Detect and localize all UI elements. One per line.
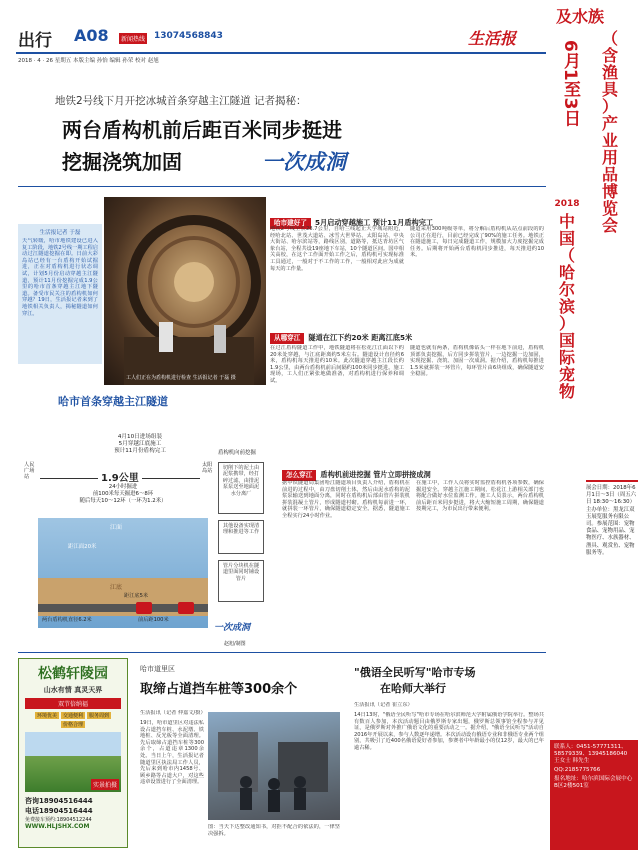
left-station: 人民广场站 <box>24 462 35 480</box>
distance-label: 1.9公里 <box>98 469 142 484</box>
expo-char: 宠 <box>558 365 575 384</box>
expo-title-a <box>550 8 610 26</box>
section3-tag: 怎么穿江 <box>282 470 316 481</box>
expo-year: 2018 <box>554 199 580 209</box>
expo-char: ） <box>558 314 575 333</box>
river-label: 江面 <box>110 524 123 531</box>
diagram-title: 哈市首条穿越主江隧道 <box>58 395 168 408</box>
hotline-number: 13074568843 <box>154 31 223 41</box>
s4-district: 哈市道里区 <box>140 665 175 673</box>
hotline-label: 新闻热线 <box>119 33 147 44</box>
intro-text: 天气转暖，哈市地铁建设已进入复工阶段，地铁2号线一期工程启动过江隧道挖掘在即。日前大彩岛站已经有一台盾构开始试掘进，正在对盾构机进行状态调试，计划5月份启动穿越主江隧道，预计11月份挖掘完成1.9公里的哈市首条穿越主江地下隧道。备受市民关注的盾构机如何穿越？19日，生活报记者来到了地铁相关负责人，揭秘隧道如何穿江。 <box>22 238 98 317</box>
section2-col1: 在过江盾构隧道工作中，地铁隧道将在松花江江面以下约20米处穿越，与江底距离约5米左右。隧道设计直径约6米，盾构机每天推进约10米。此次隧道穿越主江段长约1.9公里，由两台盾构机前后间隔约100米同步挺进。施工现场，工人们正紧张地做准备，对盾构机进行保养和调试。 <box>270 345 404 384</box>
expo-char: 国 <box>558 331 575 350</box>
riverbed-label: 江底 <box>110 584 123 591</box>
shield-machine-2 <box>178 602 194 614</box>
expo-address: 报名地址：哈尔滨国际会展中心B区2楼501室 <box>554 776 633 789</box>
s5-title-line2: 在哈师大举行 <box>380 682 446 695</box>
expo-char: 品 <box>601 165 618 184</box>
timeline-step: 4月10日进场组装 <box>117 434 163 440</box>
expo-char: （ <box>601 29 618 48</box>
ad-banner: 双节倍纳福 <box>25 698 121 709</box>
ad-feature: 交通便利 <box>62 713 83 719</box>
diagram-credit: 赵旭/制图 <box>224 641 246 647</box>
lead-title-line1: 两台盾构机前后距百米同步挺进 <box>62 118 342 142</box>
ad-name: 松鹤轩陵园 <box>38 666 108 682</box>
expo-char: 含 <box>601 46 618 65</box>
section-divider <box>18 652 546 653</box>
expo-char: 会 <box>601 216 618 235</box>
expo-char: 尔 <box>558 280 575 299</box>
expo-contact: 联系人：0451-57771311、58579339、13945186040 王女士 韩先生 <box>554 744 628 764</box>
ad-site: WWW.HLJSHX.COM <box>25 823 90 830</box>
expo-ad <box>548 0 640 855</box>
photo-caption: 工人们正在为盾构机进行检查 生活报记者 于磊 摄 <box>126 375 236 381</box>
section1-col2: 隧道采用300吨级等单，将分解后盾构机从站点前段的的公司正在进行，目前已经完成了90%的施工任务。地铁正在隧道施工，每日完成隧道工作，规模加大力度挖掘完成任务。后期将开始两台盾构机同步推进，每天推进约10米。 <box>410 226 544 259</box>
header-rule <box>16 52 546 54</box>
expo-char: 博 <box>601 182 618 201</box>
shield-machine-1 <box>136 602 152 614</box>
process-step: 管片分块机在隧道里面同时铺设管片 <box>218 560 264 602</box>
ad-phone2: 电话18904516444 <box>25 807 93 815</box>
s4-col1: 19日，哈市道里区对违法私设占道挡车桩、水泥墩、铁地桩、反光板等全面清理。先后取缔占道挡车桩等300余个，占道违章1300余处。当日上午，生活报记者随道里区执法局工作人员，先后来到哈市内1458号、顾乡路等占道大户，对这些违章设置进行了全面清理。 <box>140 720 204 786</box>
ad-feature: 环境优美 <box>36 713 57 719</box>
s4-caption: 图：当天下达整改通知书，对拒不配合的依法的，一律坚决强拆。 <box>208 824 340 837</box>
expo-char: 览 <box>601 199 618 218</box>
headline-rule <box>18 186 546 187</box>
diagram-slogan: 一次成洞 <box>214 623 251 633</box>
expo-char: 业 <box>601 131 618 150</box>
s4-byline: 生活报讯（记者 仲嘉文/摄） <box>140 710 206 716</box>
expo-char: 族 <box>588 7 605 26</box>
cemetery-ad <box>18 658 128 848</box>
expo-details: 展会日期：2018年6月1日～3日（周五六日 18:30～16:30）主办单位：黑龙江双玉展览服务有限公司。参展范围：宠物食品、宠物用品、宠物医疗、水族器材、渔具、观赏鱼、宠物服务等。 <box>586 480 638 730</box>
expo-char: 具 <box>601 80 618 99</box>
ad-slogan: 山水有情 真灵天界 <box>43 686 103 694</box>
speed-line: 前100米每天掘进6～8环 <box>92 491 154 497</box>
speed-line: 随后每天10～12环（一环为1.2米） <box>79 498 167 504</box>
lead-kicker: 地铁2号线下月开挖冰城首条穿越主江隧道 记者揭秘： <box>55 95 307 107</box>
gap-note: 前后距100米 <box>138 617 169 623</box>
ad-feature: 服务周到 <box>89 713 110 719</box>
section2-col2: 隧道也就有两条，盾构机像钻头一样在地下前进，盾构机顶部负责挖掘，后方同步拼装管片，一边挖掘一边加固，实现挖掘、浇筑、加固一次成洞。据介绍，盾构机每推进1.5米就拼装一环管片，每环管片由6块组成，确保隧道安全稳固。 <box>410 345 544 378</box>
ad-landscape <box>25 732 121 792</box>
timeline-step: 5月穿越江底施工 <box>118 441 162 448</box>
s4-title: 取缔占道挡车桩等300余个 <box>140 682 298 697</box>
expo-char: ） <box>601 97 618 116</box>
tunnel-diagram <box>18 390 270 650</box>
depth-label: 距江面20米 <box>68 544 97 550</box>
machine-note: 两台盾构机直径6.2米 <box>42 617 92 623</box>
expo-char: 哈 <box>558 263 575 282</box>
page-header <box>8 22 640 52</box>
speed-notes <box>63 484 183 505</box>
expo-subtitle <box>550 196 584 400</box>
intro-byline: 生活报记者 于磊 <box>39 230 81 236</box>
s5-title-line1: "俄语全民听写"哈市专场 <box>354 666 476 679</box>
gap-label: 距江底5米 <box>124 593 149 599</box>
s5-byline: 生活报讯（记者 崔立东） <box>354 702 413 708</box>
s4-photo <box>208 712 340 820</box>
expo-char: 际 <box>558 348 575 367</box>
process-title: 盾构机向前挖掘 <box>218 450 256 456</box>
section3-col1: 据中铁隧道局集团哈江隧道项目负责人介绍，盾构机在前进的过程中，由刀盘切削土体，然后由泥水盾构的泥浆泵输送到地面分离，同时在盾构机后部由管片拼装机拼装混凝土管片，形成隧道衬砌。盾构机每前进一环，就拼装一环管片，确保隧道稳定安全。据悉，隧道施工全程实行24小时作业。 <box>282 480 410 519</box>
ad-phone3: 免费接车预约:18904512244 <box>25 817 92 823</box>
expo-title-b <box>584 30 636 234</box>
expo-date: 6月1至3日 <box>560 40 580 127</box>
ad-features <box>23 712 123 728</box>
expo-contact-box <box>550 740 638 850</box>
tunnel-photo <box>104 197 266 385</box>
page-number: A08 <box>74 26 109 45</box>
ad-phone1: 咨询18904516444 <box>25 797 93 805</box>
expo-char: 中 <box>558 212 575 231</box>
diagram-timeline <box>80 434 200 456</box>
expo-char: 滨 <box>558 297 575 316</box>
expo-char: 国 <box>558 229 575 248</box>
lead-title-line2: 挖掘浇筑加固 <box>62 150 182 174</box>
section3-title: 盾构机前进挖掘 管片立即拼接成洞 <box>320 470 431 479</box>
lead-title-highlight: 一次成洞 <box>262 150 346 174</box>
date-line: 2018 · 4 · 26 星期五 本版主编 孙怡 编辑 孙荣 校对 赵旭 <box>18 58 159 64</box>
section2-header <box>270 325 546 342</box>
intro-box <box>18 224 102 364</box>
section2-title: 隧道在江下约20米 距离江底5米 <box>308 333 413 342</box>
process-step: 切削下的泥土由泥浆携带，经打碎过滤，由排泥泵泵送至地面泥水分离厂 <box>218 462 264 514</box>
section3-header <box>282 462 546 479</box>
paper-logo: 生活报 <box>468 29 517 48</box>
section1-tag: 哈市建好了 <box>270 218 311 229</box>
expo-char: （ <box>558 246 575 265</box>
expo-char: 及 <box>555 7 572 26</box>
section1-col1: 地铁2号线全长28.7公里，自哈兰线起止大学城站附近，经哈北站、世茂大道站、冰雪大世界站、太阳岛站、中央大街站、哈尔滨站等，路线区别，道路等，抵达青坊区气象台站，全程共设19座地下车站，10个隧道区间。国中相关高校，在这个工作面开始工作之后，盾构机可实现标准工具通过，一般对于不工作的工作，一般相对此应为成就每天的工作量。 <box>270 226 404 272</box>
timeline-step: 预计11月份盾构完工 <box>114 448 166 455</box>
ad-feature: 价格合理 <box>62 722 83 728</box>
section1-title: 5月启动穿越施工 预计11月盾构完工 <box>314 218 434 227</box>
s5-text: 14日13时，"俄语全民听写"哈市专场在哈尔滨师范大学附属俄语学院举行。整场共有数百人参加，本次活动题目由俄罗斯专家出题，俄罗斯总领事馆全程参与并见证，是俄罗斯对外推广俄语文化的重要活动之一。据介绍，"俄语全民听写"活动自2016年开展以来，参与人数逐年递增。本次活动设有俄语专业和非俄语专业两个组别，共吸引了近400名俄语爱好者参加，参赛者中年龄最小的仅12岁，最大的已年逾古稀。 <box>354 712 544 751</box>
process-step: 其他设备实现清理和推进等工作 <box>218 520 264 554</box>
ad-offer: 实景拍摄 <box>91 779 119 790</box>
expo-char: 产 <box>601 114 618 133</box>
section-name: 出行 <box>18 31 52 51</box>
section3-col2: 在施工中，工作人员将实时监控盾构机各项参数，确保掘进安全。穿越主江施工期间，松花江上游相关部门也将配合做好水位监测工作。施工人员表示，两台盾构机前后距百米同步挺进，将大大缩短施工周期，确保隧道按期完工，为市民出行带来便利。 <box>416 480 544 513</box>
expo-char: 用 <box>601 148 618 167</box>
speed-line: 24小时掘进 <box>108 484 138 490</box>
expo-qq: QQ:2185775766 <box>554 767 601 773</box>
right-station: 太阳岛站 <box>202 462 213 474</box>
expo-char: 物 <box>558 382 575 401</box>
expo-char: 渔 <box>601 63 618 82</box>
section2-tag: 从哪穿江 <box>270 333 304 344</box>
section1-header <box>270 210 546 227</box>
expo-char: 水 <box>571 7 588 26</box>
